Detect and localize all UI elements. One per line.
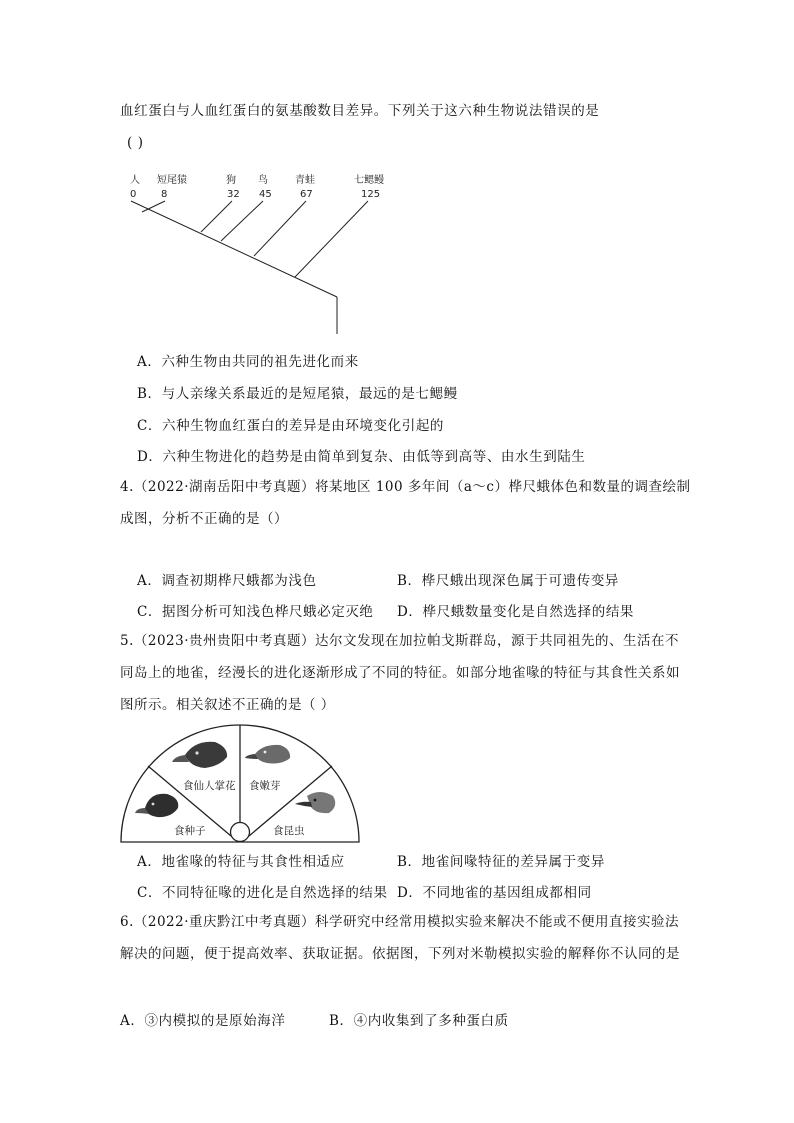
q4-option-d[interactable]: D．桦尺蛾数量变化是自然选择的结果	[397, 604, 635, 620]
finch-head-cactus-icon	[172, 742, 227, 768]
q4-stem-line2: 成图，分析不正确的是（）	[120, 511, 288, 527]
finch-head-buds-icon	[245, 745, 290, 764]
q6-stem-line1: 6.（2022·重庆黔江中考真题）科学研究中经常用模拟实验来解决不能或不便用直接实验法	[120, 914, 680, 930]
q6-option-a[interactable]: A．③内模拟的是原始海洋	[120, 1013, 286, 1029]
q5-option-c[interactable]: C．不同特征喙的进化是自然选择的结果	[137, 885, 388, 901]
finch-head-insects-icon	[295, 792, 335, 813]
diff-human: 0	[130, 189, 137, 200]
fan-label-seeds: 食种子	[174, 825, 206, 837]
diff-dog: 32	[227, 189, 240, 200]
diff-lamprey: 125	[361, 189, 381, 200]
species-dog: 狗	[226, 175, 236, 186]
species-human: 人	[130, 175, 140, 186]
diff-macaque: 8	[161, 189, 168, 200]
q5-option-a[interactable]: A．地雀喙的特征与其食性相适应	[137, 854, 345, 870]
species-bird: 鸟	[258, 175, 268, 186]
q3-option-c[interactable]: C．六种生物血红蛋白的差异是由环境变化引起的	[137, 418, 445, 434]
q6-stem-line2: 解决的问题，便于提高效率、获取证据。依据图，下列对米勒模拟实验的解释你不认同的是	[120, 946, 680, 962]
fan-label-cactus: 食仙人掌花	[183, 780, 236, 792]
species-lamprey: 七鳃鳗	[354, 175, 384, 186]
finch-head-seeds-icon	[135, 794, 178, 817]
species-frog: 青蛙	[295, 175, 315, 186]
diff-frog: 67	[300, 189, 313, 200]
q3-option-d[interactable]: D．六种生物进化的趋势是由简单到复杂、由低等到高等、由水生到陆生	[137, 449, 586, 465]
q3-answer-paren: ( )	[127, 135, 144, 151]
q4-option-c[interactable]: C．据图分析可知浅色桦尺蛾必定灭绝	[137, 604, 374, 620]
q4-stem-line1: 4.（2022·湖南岳阳中考真题）将某地区 100 多年间（a～c）桦尺蛾体色和数量的调查绘制	[120, 479, 691, 495]
q5-stem-line1: 5.（2023·贵州贵阳中考真题）达尔文发现在加拉帕戈斯群岛，源于共同祖先的、生活在不	[120, 633, 680, 649]
q5-stem-line3: 图所示。相关叙述不正确的是（ ）	[120, 697, 335, 713]
q5-option-b[interactable]: B．地雀间喙特征的差异属于变异	[397, 854, 605, 870]
q3-stem: 血红蛋白与人血红蛋白的氨基酸数目差异。下列关于这六种生物说法错误的是	[120, 103, 600, 119]
fan-label-buds: 食嫩芽	[249, 780, 281, 792]
tree-branches	[131, 201, 368, 334]
q4-option-b[interactable]: B．桦尺蛾出现深色属于可遗传变异	[397, 573, 620, 589]
q3-option-a[interactable]: A．六种生物由共同的祖先进化而来	[137, 354, 359, 370]
q5-option-d[interactable]: D．不同地雀的基因组成都相同	[397, 885, 592, 901]
diff-bird: 45	[259, 189, 272, 200]
q6-option-b[interactable]: B．④内收集到了多种蛋白质	[329, 1013, 509, 1029]
fan-label-insects: 食昆虫	[273, 825, 305, 837]
q5-stem-line2: 同岛上的地雀，经漫长的进化逐渐形成了不同的特征。如部分地雀喙的特征与其食性关系如	[120, 665, 680, 681]
species-macaque: 短尾猿	[157, 175, 187, 186]
finch-beak-fan-diagram	[115, 722, 365, 846]
q4-option-a[interactable]: A．调查初期桦尺蛾都为浅色	[137, 573, 317, 589]
fan-center-circle	[231, 823, 250, 842]
q3-option-b[interactable]: B．与人亲缘关系最近的是短尾猿，最远的是七鳃鳗	[137, 386, 458, 402]
